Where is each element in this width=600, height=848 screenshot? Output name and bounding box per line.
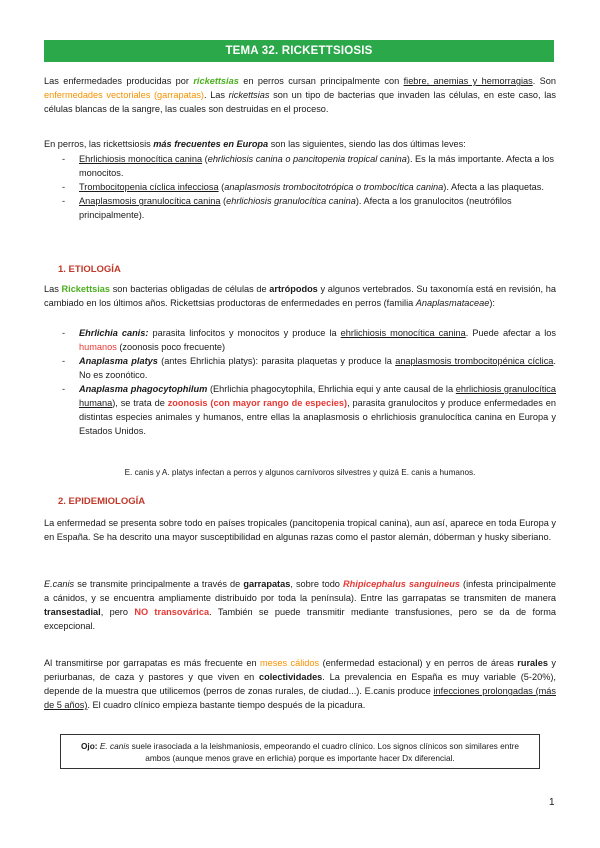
section-heading-epidemiologia: 2. EPIDEMIOLOGÍA bbox=[58, 496, 146, 507]
list-item: - Anaplasma phagocytophilum (Ehrlichia phagocytophila, Ehrlichia equi y ante causal de la ehrlichiosis granulocítica humana), se trata de zoonosis (con mayor rango de especies), parasita granulocitos y produce enfermedades en distintas especies animales y humanos, entre ellas la anaplasmosis o ehrlichiosis granulocítica canina en Europa y Estados Unidos. bbox=[44, 382, 556, 438]
intro-list-lead: En perros, las rickettsiosis más frecuentes en Europa son las siguientes, siendo las dos últimas leves: bbox=[44, 139, 466, 149]
epidemiologia-paragraph-3: Al transmitirse por garrapatas es más frecuente en meses cálidos (enfermedad estacional) y en perros de áreas rurales y periurbanas, de caza y pastores y que viven en colectividades. La prevalencia en España es muy variable (5-20%), depende de la muestra que utilicemos (perros de zonas rurales, de ciudad...). E.canis produce infecciones prolongadas (más de 5 años). El cuadro clínico empieza bastante tiempo después de la picadura. bbox=[44, 658, 556, 710]
list-item: - Trombocitopenia cíclica infecciosa (anaplasmosis trombocitotrópica o trombocítica canina). Afecta a las plaquetas. bbox=[44, 180, 556, 194]
species-list bbox=[44, 326, 556, 438]
note-line-2: ambos (aunque menos grave en erlichia) porque es importante hacer Dx diferencial. bbox=[145, 752, 455, 763]
etiologia-paragraph: Las Rickettsias son bacterias obligadas de células de artrópodos y algunos vertebrados. Su taxonomía está en revisión, ha cambiado en los últimos años. Rickettsias productoras de enfermedades en perros (familia Anaplasmataceae): bbox=[44, 284, 556, 308]
epidemiologia-paragraph-2: E.canis se transmite principalmente a través de garrapatas, sobre todo Rhipicephalus sanguineus (infesta principalmente a cánidos, y se encuentra ampliamente distribuido por toda la península). Entre las garrapatas se transmiten de manera transestadial, pero NO transovárica. También se puede transmitir mediante transfusiones, pero se da de forma excepcional. bbox=[44, 579, 557, 631]
note-box bbox=[60, 734, 540, 769]
list-item: - Ehrlichiosis monocítica canina (ehrlichiosis canina o pancitopenia tropical canina). Es la más importante. Afecta a los monocitos. bbox=[44, 152, 556, 180]
rickettsiosis-list bbox=[44, 152, 556, 222]
section-heading-etiologia: 1. ETIOLOGÍA bbox=[58, 264, 121, 275]
intro-paragraph: Las enfermedades producidas por rickettsias en perros cursan principalmente con fiebre, anemias y hemorragias. Son enfermedades vectoriales (garrapatas). Las rickettsias son un tipo de bacterias que invaden las células, en este caso, las células blancas de la sangre, las cuales son destruidas en el proceso. bbox=[44, 76, 556, 114]
list-item: - Anaplasma platys (antes Ehrlichia platys): parasita plaquetas y produce la anaplasmosis trombocitopénica cíclica. No es zoonótico. bbox=[44, 354, 556, 382]
page-title: TEMA 32. RICKETTSIOSIS bbox=[44, 40, 554, 62]
etiologia-caption: E. canis y A. platys infectan a perros y algunos carnívoros silvestres y quizá E. canis a humanos. bbox=[124, 468, 476, 477]
epidemiologia-paragraph-1: La enfermedad se presenta sobre todo en países tropicales (pancitopenia tropical canina), aun así, aparece en toda Europa y en España. Se ha descrito una mayor susceptibilidad en algunas razas como el pastor alemán, dóberman y husky siberiano. bbox=[44, 518, 556, 542]
note-line-1: Ojo: E. canis suele irasociada a la leishmaniosis, empeorando el cuadro clínico. Los signos clínicos son similares entre bbox=[80, 740, 520, 751]
list-item: - Ehrlichia canis: parasita linfocitos y monocitos y produce la ehrlichiosis monocítica canina. Puede afectar a los humanos (zoonosis poco frecuente) bbox=[44, 326, 556, 354]
page-number: 1 bbox=[549, 797, 555, 808]
list-item: - Anaplasmosis granulocítica canina (ehrlichiosis granulocítica canina). Afecta a los granulocitos (neutrófilos principalmente). bbox=[44, 194, 556, 222]
